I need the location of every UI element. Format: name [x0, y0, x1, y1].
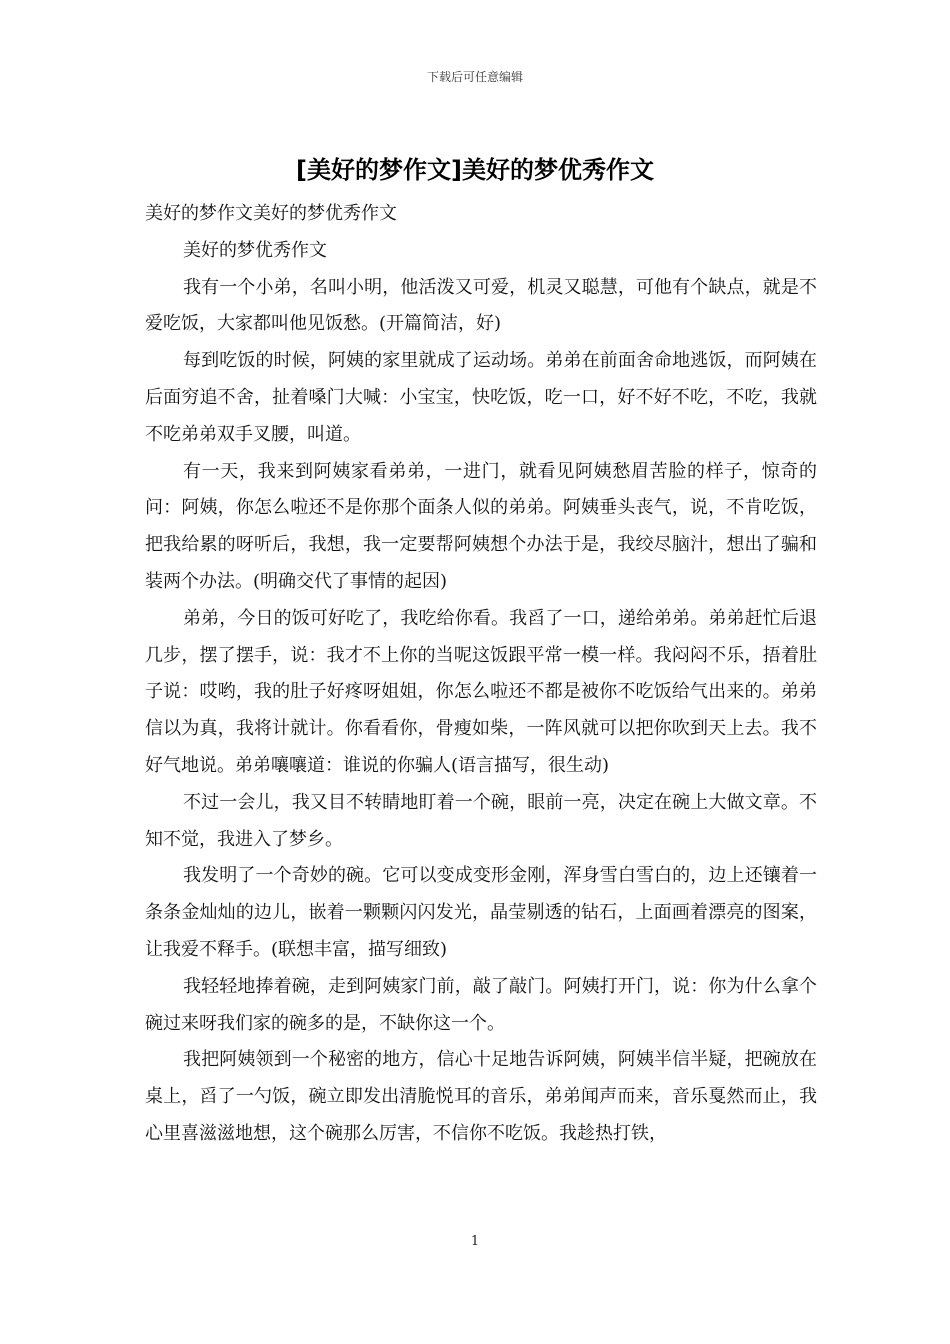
paragraph: 我把阿姨领到一个秘密的地方，信心十足地告诉阿姨，阿姨半信半疑，把碗放在桌上，舀了一勺饭，碗立即发出清脆悦耳的音乐，弟弟闻声而来，音乐戛然而止，我心里喜滋滋地想，这个碗那么厉害，不信你不吃饭。我趁热打铁，: [145, 1049, 817, 1144]
page-number: 1: [470, 1234, 480, 1249]
paragraph: 美好的梦优秀作文: [183, 239, 327, 261]
paragraph: 有一天，我来到阿姨家看弟弟，一进门，就看见阿姨愁眉苦脸的样子，惊奇的问：阿姨，你怎么啦还不是你那个面条人似的弟弟。阿姨垂头丧气，说，不肯吃饭，把我给累的呀听后，我想，我一定要帮阿姨想个办法于是，我绞尽脑汁，想出了骗和装两个办法。(明确交代了事情的起因): [145, 460, 817, 592]
paragraph: 我有一个小弟，名叫小明，他活泼又可爱，机灵又聪慧，可他有个缺点，就是不爱吃饭，大家都叫他见饭愁。(开篇简洁，好): [145, 276, 817, 335]
paragraph: 弟弟，今日的饭可好吃了，我吃给你看。我舀了一口，递给弟弟。弟弟赶忙后退几步，摆了摆手，说：我才不上你的当呢这饭跟平常一模一样。我闷闷不乐，捂着肚子说：哎哟，我的肚子好疼呀姐姐，你怎么啦还不都是被你不吃饭给气出来的。弟弟信以为真，我将计就计。你看看你，骨瘦如柴，一阵风就可以把你吹到天上去。我不好气地说。弟弟嚷嚷道：谁说的你骗人(语言描写，很生动): [145, 607, 817, 776]
subtitle-line: 美好的梦作文美好的梦优秀作文: [145, 203, 397, 224]
paragraph: 我轻轻地捧着碗，走到阿姨家门前，敲了敲门。阿姨打开门，说：你为什么拿个碗过来呀我们家的碗多的是，不缺你这一个。: [145, 975, 817, 1034]
paragraph: 不过一会儿，我又目不转睛地盯着一个碗，眼前一亮，决定在碗上大做文章。不知不觉，我进入了梦乡。: [145, 791, 817, 850]
header-note: 下载后可任意编辑: [426, 70, 523, 84]
document-title: [美好的梦作文]美好的梦优秀作文: [296, 156, 654, 184]
document-body: [145, 196, 817, 1153]
paragraph: 每到吃饭的时候，阿姨的家里就成了运动场。弟弟在前面舍命地逃饭，而阿姨在后面穷追不舍，扯着嗓门大喊：小宝宝，快吃饭，吃一口，好不好不吃，不吃，我就不吃弟弟双手叉腰，叫道。: [145, 350, 817, 445]
paragraph: 我发明了一个奇妙的碗。它可以变成变形金刚，浑身雪白雪白的，边上还镶着一条条金灿灿的边儿，嵌着一颗颗闪闪发光，晶莹剔透的钻石，上面画着漂亮的图案，让我爱不释手。(联想丰富，描写细致): [145, 865, 817, 960]
